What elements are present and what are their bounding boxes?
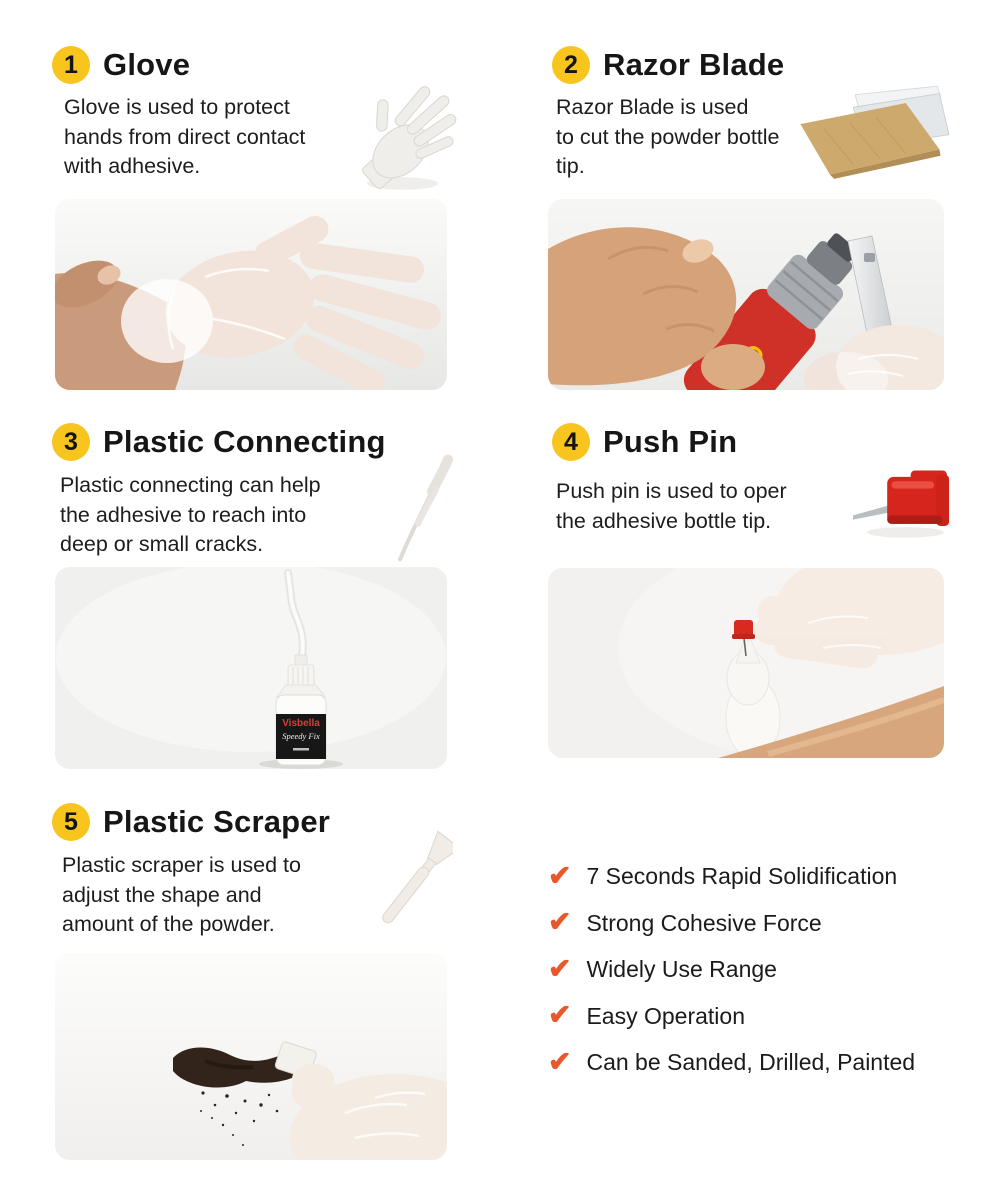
push-pin-icon <box>845 462 955 547</box>
feature-item <box>548 999 915 1031</box>
glove-photo <box>55 199 447 390</box>
svg-text:Speedy Fix: Speedy Fix <box>282 731 320 741</box>
check-icon: ✔ <box>548 1045 572 1077</box>
feature-item <box>548 952 915 984</box>
razor-blade-icon <box>792 84 950 184</box>
section-title: Glove <box>103 47 191 82</box>
section-title: Razor Blade <box>603 47 785 82</box>
bottle-with-nozzle-photo <box>55 567 447 769</box>
feature-item <box>548 859 915 891</box>
step-number-badge: 5 <box>52 803 90 841</box>
feature-label: Easy Operation <box>586 1002 745 1029</box>
step-number-badge: 3 <box>52 423 90 461</box>
razor-cutting-photo <box>548 199 944 390</box>
section-description-glove: Glove is used to protect hands from direct contact with adhesive. <box>64 95 306 178</box>
step-number-badge: 4 <box>552 423 590 461</box>
section-header-glove <box>52 44 190 86</box>
section-title: Plastic Scraper <box>103 804 331 839</box>
plastic-connecting-icon <box>388 450 458 573</box>
section-title: Push Pin <box>603 424 738 459</box>
section-description-plastic-scraper: Plastic scraper is used to adjust the shape and amount of the powder. <box>62 853 301 936</box>
section-description-plastic-connecting: Plastic connecting can help the adhesive to reach into deep or small cracks. <box>60 473 321 556</box>
step-number-badge: 2 <box>552 46 590 84</box>
feature-label: 7 Seconds Rapid Solidification <box>586 863 898 889</box>
svg-text:Visbella: Visbella <box>282 718 320 729</box>
section-header-push-pin <box>552 421 737 463</box>
check-icon: ✔ <box>548 859 572 891</box>
feature-item <box>548 1045 916 1077</box>
feature-label: Widely Use Range <box>586 956 777 982</box>
section-description-push-pin: Push pin is used to oper the adhesive bottle tip. <box>556 479 787 533</box>
section-header-razor-blade <box>552 44 784 86</box>
push-pin-opening-photo <box>548 568 944 758</box>
feature-item <box>548 906 915 938</box>
powder-scraping-photo <box>55 953 447 1160</box>
feature-list <box>548 859 916 1095</box>
step-number-badge: 1 <box>52 46 90 84</box>
glove-icon <box>345 82 460 197</box>
check-icon: ✔ <box>548 999 572 1030</box>
feature-label: Strong Cohesive Force <box>586 909 822 936</box>
plastic-scraper-icon <box>378 822 453 949</box>
check-icon: ✔ <box>548 906 572 937</box>
section-title: Plastic Connecting <box>103 424 386 459</box>
check-icon: ✔ <box>548 952 572 984</box>
section-header-plastic-scraper <box>52 801 330 843</box>
section-description-razor-blade: Razor Blade is used to cut the powder bottle tip. <box>556 95 780 178</box>
section-header-plastic-connecting <box>52 421 386 463</box>
feature-label: Can be Sanded, Drilled, Painted <box>586 1049 916 1075</box>
